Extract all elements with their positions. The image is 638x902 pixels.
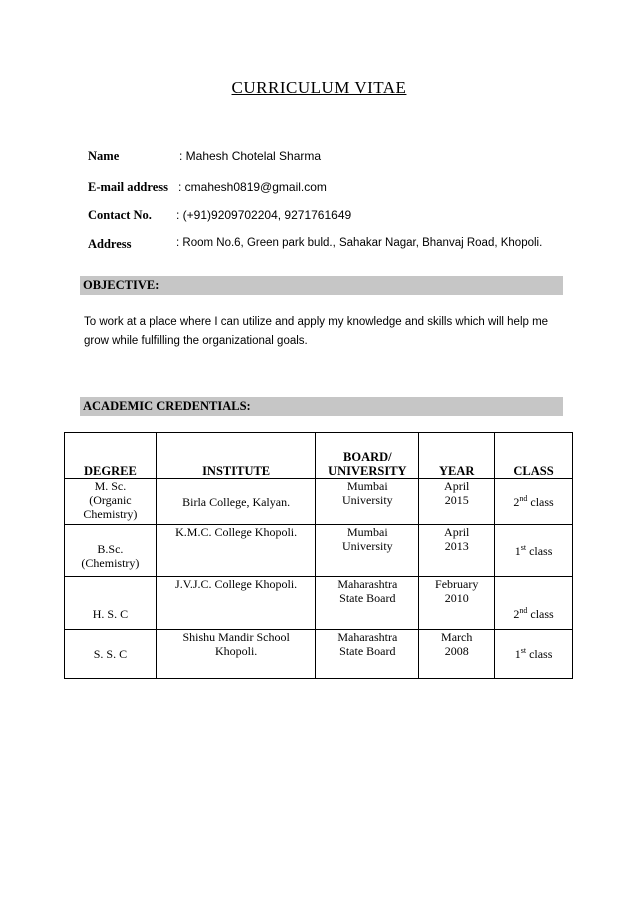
class-text: class (526, 543, 553, 558)
table-row (65, 479, 573, 525)
board-text: University (342, 539, 393, 553)
board-text: University (342, 493, 393, 507)
header-class: CLASS (495, 433, 573, 479)
cell-class (495, 577, 573, 630)
board-text: Maharashtra (337, 630, 398, 644)
header-year: YEAR (419, 433, 495, 479)
year-text: April (444, 479, 470, 493)
degree-text: Chemistry) (83, 507, 138, 521)
info-label: E-mail address (88, 180, 168, 194)
info-value: : Room No.6, Green park buld., Sahakar Nagar, Bhanvaj Road, Khopoli. (176, 237, 543, 249)
cell-board (316, 479, 419, 525)
objective-heading-bar (80, 276, 563, 295)
cell-degree: S. S. C (65, 630, 157, 679)
header-institute: INSTITUTE (156, 433, 316, 479)
table-header-row (65, 433, 573, 479)
class-suffix: nd (519, 606, 528, 615)
table-row (65, 525, 573, 577)
academic-heading: ACADEMIC CREDENTIALS: (83, 399, 251, 413)
year-text: March (441, 630, 473, 644)
year-text: February (435, 577, 479, 591)
year-text: April (444, 525, 470, 539)
board-text: Maharashtra (337, 577, 398, 591)
info-label: Name (88, 149, 120, 163)
cell-board (316, 577, 419, 630)
cell-year (419, 630, 495, 679)
cell-year (419, 479, 495, 525)
class-number: 1 (514, 543, 521, 558)
header-degree: DEGREE (65, 433, 157, 479)
info-label: Contact No. (88, 208, 152, 222)
academic-heading-bar (80, 397, 563, 416)
cell-institute: Birla College, Kalyan. (156, 479, 316, 525)
cell-degree: H. S. C (65, 577, 157, 630)
cell-year (419, 577, 495, 630)
cell-degree (65, 525, 157, 577)
year-text: 2013 (444, 539, 469, 553)
header-board-line2: UNIVERSITY (328, 464, 407, 478)
class-suffix: st (520, 542, 527, 552)
cell-institute: J.V.J.C. College Khopoli. (156, 577, 316, 630)
info-label: Address (88, 237, 132, 251)
cell-class (495, 525, 573, 577)
cell-degree (65, 479, 157, 525)
cell-institute: K.M.C. College Khopoli. (156, 525, 316, 577)
degree-text: (Organic (89, 493, 132, 507)
page-title: CURRICULUM VITAE (231, 78, 407, 97)
institute-text: Khopoli. (214, 644, 258, 658)
cell-board (316, 630, 419, 679)
info-value: : (+91)9209702204, 9271761649 (176, 208, 352, 222)
table-row (65, 630, 573, 679)
cell-year (419, 525, 495, 577)
cell-class (495, 630, 573, 679)
class-text: class (527, 494, 554, 509)
year-text: 2015 (444, 493, 469, 507)
table-row (65, 577, 573, 630)
cell-institute (156, 630, 316, 679)
class-number: 2 (513, 494, 520, 509)
degree-text: B.Sc. (97, 542, 124, 556)
class-suffix: nd (519, 493, 528, 503)
class-text: class (527, 607, 554, 621)
class-number: 1 (514, 647, 521, 661)
class-text: class (526, 647, 553, 661)
academic-credentials-table (64, 432, 573, 679)
info-value: : Mahesh Chotelal Sharma (179, 149, 322, 163)
cell-board (316, 525, 419, 577)
year-text: 2010 (444, 591, 469, 605)
class-suffix: st (520, 646, 527, 655)
degree-text: M. Sc. (94, 479, 127, 493)
board-text: State Board (339, 591, 396, 605)
cell-class (495, 479, 573, 525)
objective-heading: OBJECTIVE: (83, 278, 160, 292)
info-value: : cmahesh0819@gmail.com (178, 180, 327, 194)
header-board-line1: BOARD/ (343, 450, 392, 464)
institute-text: Shishu Mandir School (182, 630, 290, 644)
board-text: Mumbai (347, 525, 388, 539)
class-number: 2 (513, 607, 520, 621)
board-text: State Board (339, 644, 396, 658)
objective-text: To work at a place where I can utilize and apply my knowledge and skills which will help me grow while fulfilling the organizational goals. (84, 316, 549, 347)
header-board (316, 433, 419, 479)
year-text: 2008 (444, 644, 469, 658)
board-text: Mumbai (347, 479, 388, 493)
degree-text: (Chemistry) (81, 556, 140, 570)
